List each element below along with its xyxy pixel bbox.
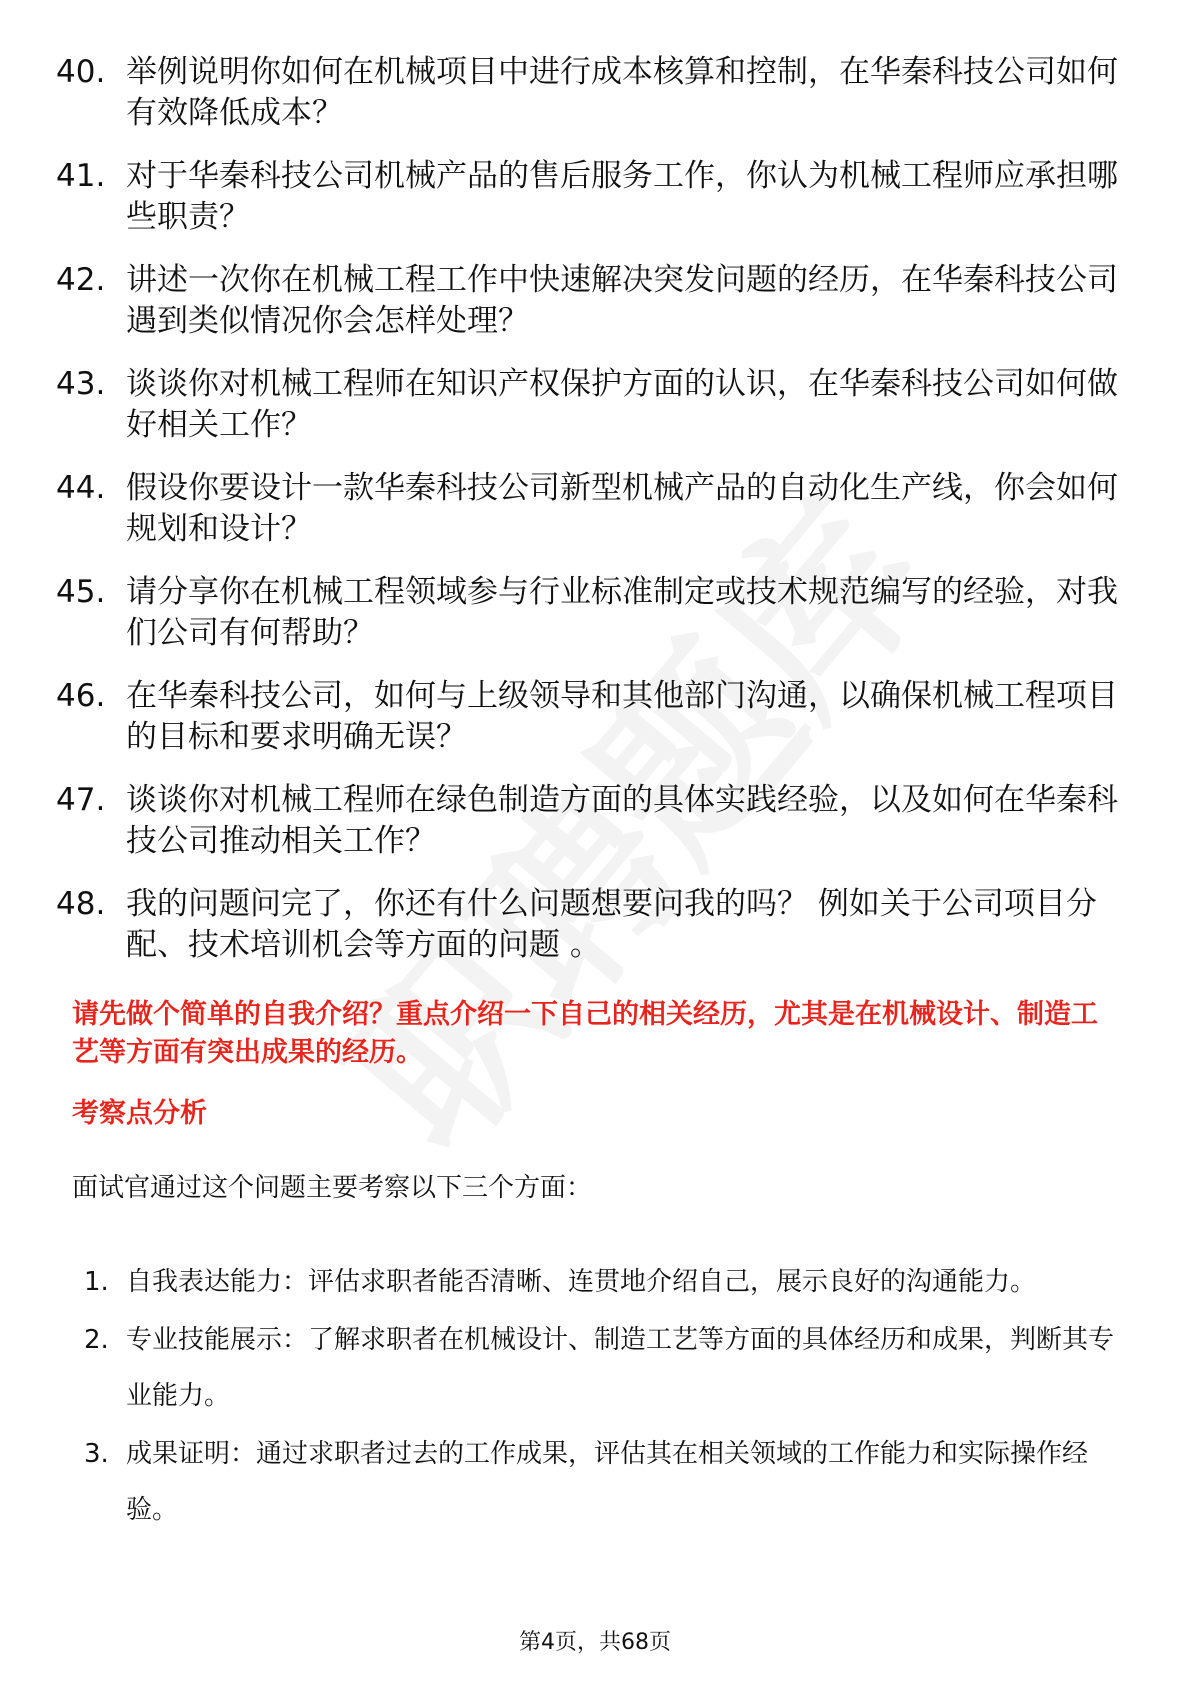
analysis-point bbox=[84, 1426, 1124, 1538]
page-footer: 第4页，共68页 bbox=[519, 1630, 671, 1655]
point-text: 自我表达能力：评估求职者能否清晰、连贯地介绍自己，展示良好的沟通能力。 bbox=[126, 1267, 1037, 1297]
analysis-heading: 考察点分析 bbox=[72, 1098, 207, 1129]
analysis-points bbox=[84, 1254, 1124, 1540]
question-number: 41. bbox=[56, 158, 106, 194]
analysis-point bbox=[84, 1312, 1124, 1424]
question-number: 46. bbox=[56, 678, 106, 714]
question-item bbox=[56, 364, 1126, 446]
question-text: 对于华秦科技公司机械产品的售后服务工作，你认为机械工程师应承担哪些职责？ bbox=[126, 158, 1118, 235]
question-item bbox=[56, 52, 1126, 134]
highlighted-question: 请先做个简单的自我介绍？重点介绍一下自己的相关经历，尤其是在机械设计、制造工艺等方面有突出成果的经历。 bbox=[72, 999, 1098, 1068]
question-item bbox=[56, 468, 1126, 550]
question-number: 48. bbox=[56, 886, 106, 922]
question-text: 请分享你在机械工程领域参与行业标准制定或技术规范编写的经验，对我们公司有何帮助？ bbox=[126, 574, 1118, 651]
question-item bbox=[56, 676, 1126, 758]
question-text: 谈谈你对机械工程师在知识产权保护方面的认识，在华秦科技公司如何做好相关工作？ bbox=[126, 366, 1118, 443]
question-item bbox=[56, 156, 1126, 238]
question-text: 举例说明你如何在机械项目中进行成本核算和控制，在华秦科技公司如何有效降低成本？ bbox=[126, 54, 1118, 131]
question-number: 40. bbox=[56, 54, 106, 90]
question-list bbox=[56, 52, 1126, 988]
question-number: 43. bbox=[56, 366, 106, 402]
question-item bbox=[56, 780, 1126, 862]
point-number: 2. bbox=[84, 1325, 109, 1355]
analysis-point bbox=[84, 1254, 1124, 1310]
point-text: 专业技能展示：了解求职者在机械设计、制造工艺等方面的具体经历和成果，判断其专业能力。 bbox=[126, 1325, 1115, 1411]
question-number: 42. bbox=[56, 262, 106, 298]
question-text: 我的问题问完了，你还有什么问题想要问我的吗？ 例如关于公司项目分配、技术培训机会等方面的问题 。 bbox=[126, 886, 1097, 963]
question-item bbox=[56, 260, 1126, 342]
question-item bbox=[56, 572, 1126, 654]
question-number: 45. bbox=[56, 574, 106, 610]
question-item bbox=[56, 884, 1126, 966]
question-number: 47. bbox=[56, 782, 106, 818]
question-number: 44. bbox=[56, 470, 106, 506]
point-number: 3. bbox=[84, 1439, 109, 1469]
analysis-intro: 面试官通过这个问题主要考察以下三个方面： bbox=[72, 1173, 593, 1203]
question-text: 讲述一次你在机械工程工作中快速解决突发问题的经历，在华秦科技公司遇到类似情况你会怎样处理？ bbox=[126, 262, 1118, 339]
point-number: 1. bbox=[84, 1267, 109, 1297]
question-text: 在华秦科技公司，如何与上级领导和其他部门沟通，以确保机械工程项目的目标和要求明确无误？ bbox=[126, 678, 1118, 755]
point-text: 成果证明：通过求职者过去的工作成果，评估其在相关领域的工作能力和实际操作经验。 bbox=[126, 1439, 1089, 1525]
question-text: 谈谈你对机械工程师在绿色制造方面的具体实践经验，以及如何在华秦科技公司推动相关工作？ bbox=[126, 782, 1118, 859]
question-text: 假设你要设计一款华秦科技公司新型机械产品的自动化生产线，你会如何规划和设计？ bbox=[126, 470, 1118, 547]
